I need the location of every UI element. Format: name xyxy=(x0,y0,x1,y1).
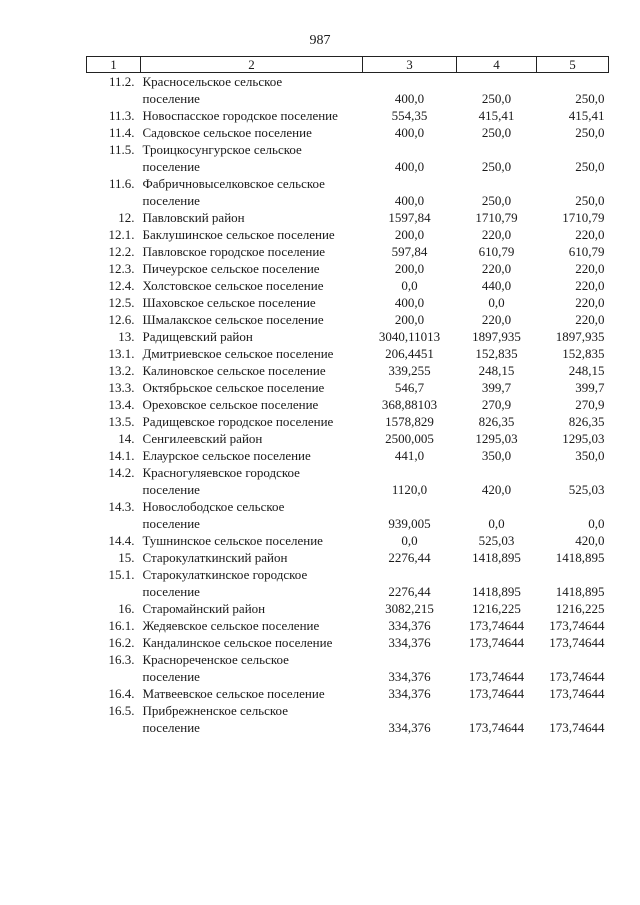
table-row xyxy=(87,549,609,566)
table-header-row xyxy=(87,57,609,73)
row-value-col4: 220,0 xyxy=(481,261,512,276)
table-row xyxy=(87,464,609,498)
row-value-col3: 0,0 xyxy=(401,533,418,548)
row-value-col3: 334,376 xyxy=(388,669,431,684)
row-name: Дмитриевское сельское поселение xyxy=(142,346,334,361)
row-value-col4: 173,74644 xyxy=(468,686,525,701)
row-name: Пичеурское сельское поселение xyxy=(142,261,320,276)
row-name: Радищевское городское поселение xyxy=(142,414,334,429)
row-value-col4: 173,74644 xyxy=(468,669,525,684)
table-row xyxy=(87,226,609,243)
row-name: Фабричновыселковское сельское поселение xyxy=(142,176,325,208)
table-row xyxy=(87,294,609,311)
row-number: 12.6. xyxy=(108,312,135,327)
row-value-col4: 1418,895 xyxy=(472,584,521,599)
row-value-col3: 400,0 xyxy=(394,159,425,174)
row-number: 15. xyxy=(118,550,135,565)
row-value-col5: 248,15 xyxy=(568,363,605,378)
row-value-col5: 220,0 xyxy=(575,295,605,310)
row-value-col5: 826,35 xyxy=(568,414,605,429)
row-name: Баклушинское сельское поселение xyxy=(142,227,335,242)
row-number: 16.5. xyxy=(108,703,135,718)
row-name: Троицкосунгурское сельское поселение xyxy=(142,142,302,174)
row-value-col3: 2276,44 xyxy=(388,584,431,599)
column-header-2: 2 xyxy=(141,57,363,73)
row-value-col3: 334,376 xyxy=(388,635,431,650)
row-value-col5: 250,0 xyxy=(575,159,605,174)
row-number: 11.6. xyxy=(108,176,135,191)
row-number: 12.4. xyxy=(108,278,135,293)
row-value-col5: 220,0 xyxy=(575,227,605,242)
table-row xyxy=(87,600,609,617)
table-row xyxy=(87,498,609,532)
row-name: Холстовское сельское поселение xyxy=(142,278,324,293)
row-number: 13.1. xyxy=(108,346,135,361)
row-value-col3: 441,0 xyxy=(394,448,425,463)
row-name: Матвеевское сельское поселение xyxy=(142,686,325,701)
row-value-col4: 248,15 xyxy=(478,363,515,378)
row-value-col5: 1897,935 xyxy=(555,329,605,344)
table-row xyxy=(87,345,609,362)
row-value-col4: 173,74644 xyxy=(468,618,525,633)
table-row xyxy=(87,379,609,396)
row-name: Жедяевское сельское поселение xyxy=(142,618,320,633)
row-value-col5: 173,74644 xyxy=(549,635,605,650)
row-name: Павловский район xyxy=(142,210,245,225)
row-number: 13.2. xyxy=(108,363,135,378)
row-value-col4: 440,0 xyxy=(481,278,512,293)
row-value-col3: 206,4451 xyxy=(385,346,434,361)
table-row xyxy=(87,175,609,209)
row-value-col5: 250,0 xyxy=(575,91,605,106)
row-value-col5: 350,0 xyxy=(575,448,605,463)
table-row xyxy=(87,311,609,328)
row-value-col3: 546,7 xyxy=(394,380,425,395)
row-value-col5: 0,0 xyxy=(588,516,605,531)
row-value-col4: 220,0 xyxy=(481,312,512,327)
table-row xyxy=(87,328,609,345)
row-value-col5: 173,74644 xyxy=(549,669,605,684)
row-value-col5: 220,0 xyxy=(575,312,605,327)
row-number: 12.5. xyxy=(108,295,135,310)
row-name: Прибрежненское сельское поселение xyxy=(142,703,288,735)
table-row xyxy=(87,651,609,685)
row-value-col5: 1710,79 xyxy=(562,210,605,225)
row-value-col4: 415,41 xyxy=(478,108,515,123)
row-value-col3: 368,88103 xyxy=(381,397,438,412)
row-number: 13. xyxy=(118,329,135,344)
row-value-col3: 400,0 xyxy=(394,125,425,140)
row-value-col4: 399,7 xyxy=(481,380,512,395)
row-number: 14. xyxy=(118,431,135,446)
row-value-col5: 173,74644 xyxy=(549,720,605,735)
row-value-col5: 1418,895 xyxy=(555,550,605,565)
row-number: 12.2. xyxy=(108,244,135,259)
row-value-col4: 0,0 xyxy=(488,295,505,310)
table-row xyxy=(87,396,609,413)
row-value-col3: 1578,829 xyxy=(385,414,434,429)
table-row xyxy=(87,209,609,226)
row-number: 16.1. xyxy=(108,618,135,633)
row-value-col4: 250,0 xyxy=(481,193,512,208)
row-value-col5: 399,7 xyxy=(575,380,605,395)
row-name: Октябрьское сельское поселение xyxy=(142,380,325,395)
row-value-col5: 1216,225 xyxy=(555,601,605,616)
row-name: Красногуляевское городское поселение xyxy=(142,465,300,497)
row-value-col5: 420,0 xyxy=(575,533,605,548)
row-number: 13.5. xyxy=(108,414,135,429)
row-value-col4: 250,0 xyxy=(481,91,512,106)
table-row xyxy=(87,413,609,430)
row-value-col4: 525,03 xyxy=(478,533,515,548)
row-name: Красносельское сельское поселение xyxy=(142,74,283,106)
row-value-col5: 270,9 xyxy=(575,397,605,412)
row-value-col3: 3082,215 xyxy=(385,601,434,616)
row-value-col4: 1418,895 xyxy=(472,550,521,565)
row-value-col3: 200,0 xyxy=(394,227,425,242)
table-row xyxy=(87,277,609,294)
row-value-col4: 1295,03 xyxy=(475,431,518,446)
row-value-col5: 610,79 xyxy=(568,244,605,259)
row-number: 11.3. xyxy=(108,108,135,123)
row-value-col5: 1418,895 xyxy=(555,584,605,599)
column-header-1: 1 xyxy=(87,57,141,73)
table-row xyxy=(87,362,609,379)
table-row xyxy=(87,634,609,651)
row-number: 16.3. xyxy=(108,652,135,667)
table-row xyxy=(87,532,609,549)
row-name: Шмалакское сельское поселение xyxy=(142,312,324,327)
row-number: 12. xyxy=(118,210,135,225)
budget-table-container xyxy=(86,56,608,736)
row-value-col4: 0,0 xyxy=(488,516,505,531)
row-value-col5: 173,74644 xyxy=(549,686,605,701)
row-name: Ореховское сельское поселение xyxy=(142,397,319,412)
row-number: 15.1. xyxy=(108,567,135,582)
page-number: 987 xyxy=(309,33,331,48)
row-number: 13.4. xyxy=(108,397,135,412)
row-value-col4: 270,9 xyxy=(481,397,512,412)
row-value-col3: 3040,11013 xyxy=(378,329,441,344)
row-name: Садовское сельское поселение xyxy=(142,125,312,140)
row-value-col5: 415,41 xyxy=(568,108,605,123)
row-number: 13.3. xyxy=(108,380,135,395)
table-row xyxy=(87,73,609,108)
table-body xyxy=(87,73,609,737)
row-number: 11.4. xyxy=(108,125,135,140)
row-value-col3: 1120,0 xyxy=(391,482,428,497)
row-value-col4: 250,0 xyxy=(481,159,512,174)
row-number: 16.2. xyxy=(108,635,135,650)
table-row xyxy=(87,685,609,702)
table-row xyxy=(87,107,609,124)
row-number: 12.1. xyxy=(108,227,135,242)
row-value-col3: 339,255 xyxy=(388,363,431,378)
row-name: Новоспасское городское поселение xyxy=(142,108,338,123)
row-name: Старокулаткинское городское поселение xyxy=(142,567,308,599)
row-value-col3: 334,376 xyxy=(388,686,431,701)
row-number: 14.3. xyxy=(108,499,135,514)
row-value-col5: 250,0 xyxy=(575,193,605,208)
row-number: 14.2. xyxy=(108,465,135,480)
column-header-5: 5 xyxy=(537,57,609,73)
row-value-col3: 400,0 xyxy=(394,295,425,310)
row-value-col4: 350,0 xyxy=(481,448,512,463)
row-value-col5: 152,835 xyxy=(562,346,605,361)
row-value-col3: 400,0 xyxy=(394,193,425,208)
row-number: 14.1. xyxy=(108,448,135,463)
row-value-col3: 200,0 xyxy=(394,312,425,327)
row-name: Калиновское сельское поселение xyxy=(142,363,326,378)
table-row xyxy=(87,141,609,175)
row-value-col4: 420,0 xyxy=(481,482,512,497)
row-number: 14.4. xyxy=(108,533,135,548)
row-value-col5: 525,03 xyxy=(568,482,605,497)
row-value-col5: 250,0 xyxy=(575,125,605,140)
row-number: 16. xyxy=(118,601,135,616)
row-value-col4: 1710,79 xyxy=(475,210,518,225)
row-value-col3: 334,376 xyxy=(388,720,431,735)
row-number: 12.3. xyxy=(108,261,135,276)
row-value-col3: 597,84 xyxy=(391,244,428,259)
row-value-col5: 220,0 xyxy=(575,278,605,293)
row-value-col3: 554,35 xyxy=(391,108,428,123)
table-row xyxy=(87,260,609,277)
table-row xyxy=(87,124,609,141)
row-number: 16.4. xyxy=(108,686,135,701)
row-number: 11.2. xyxy=(108,74,135,89)
table-row xyxy=(87,243,609,260)
row-name: Тушнинское сельское поселение xyxy=(142,533,323,548)
table-row xyxy=(87,566,609,600)
row-value-col3: 0,0 xyxy=(401,278,418,293)
row-name: Радищевский район xyxy=(142,329,253,344)
table-row xyxy=(87,430,609,447)
table-row xyxy=(87,702,609,736)
row-name: Новослободское сельское поселение xyxy=(142,499,285,531)
row-value-col5: 220,0 xyxy=(575,261,605,276)
row-value-col4: 220,0 xyxy=(481,227,512,242)
row-value-col4: 152,835 xyxy=(475,346,518,361)
row-value-col3: 2500,005 xyxy=(385,431,434,446)
row-name: Шаховское сельское поселение xyxy=(142,295,316,310)
column-header-4: 4 xyxy=(457,57,537,73)
budget-table xyxy=(86,56,609,736)
row-value-col4: 173,74644 xyxy=(468,720,525,735)
row-value-col4: 1216,225 xyxy=(472,601,521,616)
row-value-col3: 939,005 xyxy=(388,516,431,531)
row-name: Сенгилеевский район xyxy=(142,431,263,446)
row-value-col3: 334,376 xyxy=(388,618,431,633)
row-value-col4: 826,35 xyxy=(478,414,515,429)
row-name: Кандалинское сельское поселение xyxy=(142,635,333,650)
row-value-col4: 610,79 xyxy=(478,244,515,259)
row-name: Старокулаткинский район xyxy=(142,550,288,565)
row-value-col3: 2276,44 xyxy=(388,550,431,565)
row-value-col3: 200,0 xyxy=(394,261,425,276)
row-name: Павловское городское поселение xyxy=(142,244,326,259)
table-row xyxy=(87,447,609,464)
row-value-col3: 1597,84 xyxy=(388,210,431,225)
row-name: Елаурское сельское поселение xyxy=(142,448,311,463)
row-value-col5: 1295,03 xyxy=(562,431,605,446)
row-name: Старомайнский район xyxy=(142,601,266,616)
row-value-col3: 400,0 xyxy=(394,91,425,106)
row-name: Краснореченское сельское поселение xyxy=(142,652,289,684)
row-value-col4: 250,0 xyxy=(481,125,512,140)
row-value-col4: 173,74644 xyxy=(468,635,525,650)
row-value-col5: 173,74644 xyxy=(549,618,605,633)
row-value-col4: 1897,935 xyxy=(472,329,521,344)
row-number: 11.5. xyxy=(108,142,135,157)
table-row xyxy=(87,617,609,634)
column-header-3: 3 xyxy=(363,57,457,73)
